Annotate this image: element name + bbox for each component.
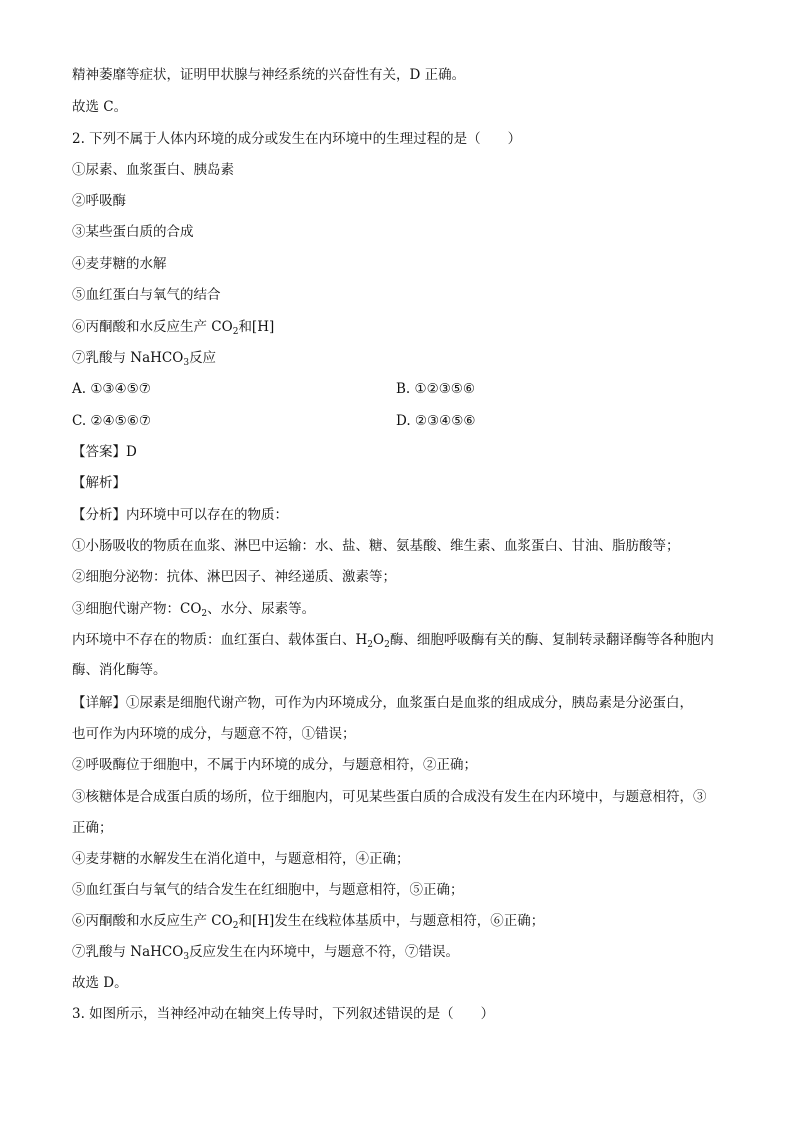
fenxi-line-4: 内环境中不存在的物质：血红蛋白、载体蛋白、$H_2O_2$酶、细胞呼吸酶有关的酶、复制转录翻译酶等各种胞内 xyxy=(72,632,714,650)
detail-line-7: ⑤血红蛋白与氧气的结合发生在红细胞中，与题意相符，⑤正确； xyxy=(72,882,464,898)
q2-item-3: ③某些蛋白质的合成 xyxy=(72,224,194,240)
option-c: C. ②④⑤⑥⑦ xyxy=(72,413,151,429)
fenxi-line-1: ①小肠吸收的物质在血浆、淋巴中运输：水、盐、糖、氨基酸、维生素、血浆蛋白、甘油、脂肪酸等； xyxy=(72,538,680,554)
detail-line-8: ⑥丙酮酸和水反应生产 $CO_2$和[H]发生在线粒体基质中，与题意相符，⑥正确； xyxy=(72,913,545,931)
intro-line-1: 精神萎靡等症状，证明甲状腺与神经系统的兴奋性有关，D 正确。 xyxy=(72,67,466,83)
detail-line-5: 正确； xyxy=(72,820,113,836)
question-3-stem: 3. 如图所示，当神经冲动在轴突上传导时，下列叙述错误的是（ ） xyxy=(72,1006,495,1022)
detail-tag: 【详解】 xyxy=(72,695,126,711)
detail-line-9: ⑦乳酸与 NaHCO$_3$反应发生在内环境中，与题意不符，⑦错误。 xyxy=(72,944,460,962)
q2-item-1: ①尿素、血浆蛋白、胰岛素 xyxy=(72,162,234,178)
option-d: D. ②③④⑤⑥ xyxy=(396,413,476,429)
intro-line-2: 故选 C。 xyxy=(72,99,128,115)
fenxi-tag: 【分析】 xyxy=(72,507,126,523)
q2-item-6: ⑥丙酮酸和水反应生产 $CO_2$和[H] xyxy=(72,319,275,337)
detail-line-4: ③核糖体是合成蛋白质的场所，位于细胞内，可见某些蛋白质的合成没有发生在内环境中，与题意相符，③ xyxy=(72,789,707,805)
detail-line-1: 【详解】①尿素是细胞代谢产物，可作为内环境成分，血浆蛋白是血浆的组成成分，胰岛素是分泌蛋白， xyxy=(72,695,693,711)
fenxi-line-2: ②细胞分泌物：抗体、淋巴因子、神经递质、激素等； xyxy=(72,569,396,585)
fenxi-intro: 【分析】内环境中可以存在的物质： xyxy=(72,507,288,523)
q2-item-4: ④麦芽糖的水解 xyxy=(72,256,167,272)
q2-item-5: ⑤血红蛋白与氧气的结合 xyxy=(72,287,221,303)
detail-line-2: 也可作为内环境的成分，与题意不符，①错误； xyxy=(72,726,356,742)
detail-conclusion: 故选 D。 xyxy=(72,975,128,991)
q2-item-2: ②呼吸酶 xyxy=(72,193,126,209)
answer-value: D xyxy=(126,444,137,460)
question-2-stem: 2. 下列不属于人体内环境的成分或发生在内环境中的生理过程的是（ ） xyxy=(72,131,522,147)
detail-line-6: ④麦芽糖的水解发生在消化道中，与题意相符，④正确； xyxy=(72,851,410,867)
analysis-tag: 【解析】 xyxy=(72,475,126,491)
answer-line xyxy=(72,443,734,461)
fenxi-line-3: ③细胞代谢产物：$CO_2$、水分、尿素等。 xyxy=(72,601,316,619)
answer-tag: 【答案】 xyxy=(72,444,126,460)
detail-line-3: ②呼吸酶位于细胞中，不属于内环境的成分，与题意相符，②正确； xyxy=(72,757,477,773)
q2-item-7: ⑦乳酸与 NaHCO$_3$反应 xyxy=(72,350,217,368)
option-a: A. ①③④⑤⑦ xyxy=(72,381,151,397)
fenxi-line-5: 酶、消化酶等。 xyxy=(72,662,167,678)
option-b: B. ①②③⑤⑥ xyxy=(396,381,476,397)
